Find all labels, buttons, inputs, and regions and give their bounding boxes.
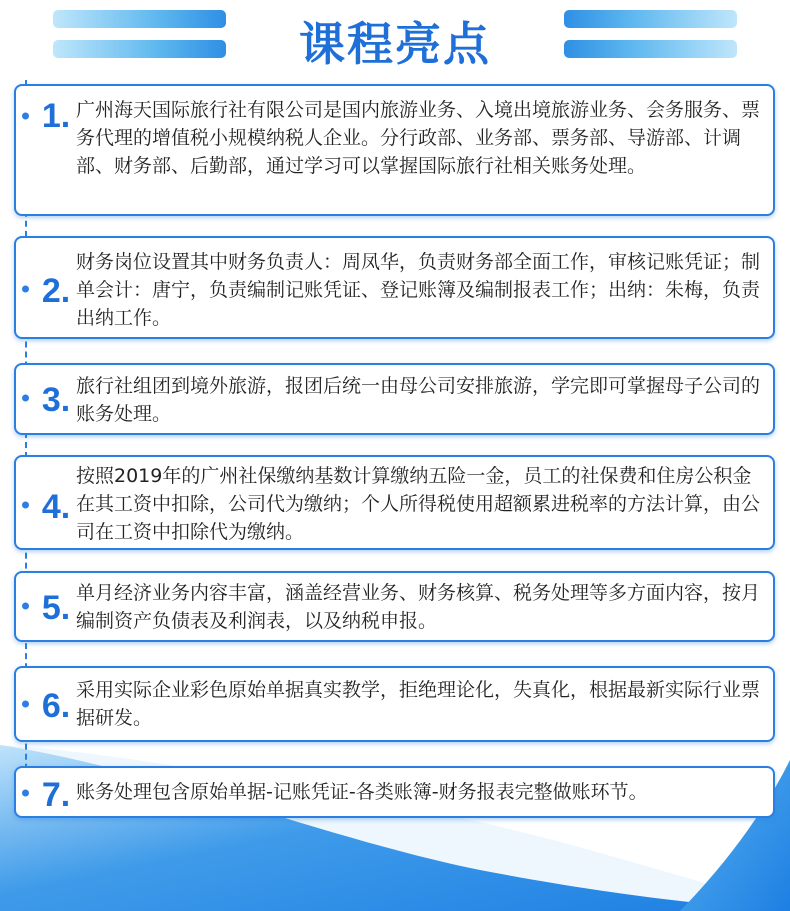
item-text: 单月经济业务内容丰富，涵盖经营业务、财务核算、税务处理等多方面内容，按月编制资产负债表及利润表，以及纳税申报。: [76, 582, 761, 632]
item-number: 3.: [41, 381, 71, 419]
item-number: 5.: [41, 589, 71, 627]
highlight-card-7: [14, 766, 775, 818]
bullet-dot-icon: [22, 603, 29, 610]
highlight-card-6: [14, 666, 775, 742]
bullet-dot-icon: [22, 701, 29, 708]
item-number: 2.: [41, 272, 71, 310]
highlight-card-4: [14, 455, 775, 550]
highlight-card-2: [14, 236, 775, 339]
item-text: 按照2019年的广州社保缴纳基数计算缴纳五险一金，员工的社保费和住房公积金在其工资中扣除，公司代为缴纳；个人所得税使用超额累进税率的方法计算，由公司在工资中扣除代为缴纳。: [76, 465, 761, 543]
bullet-dot-icon: [22, 790, 29, 797]
page-title: 课程亮点: [299, 17, 491, 71]
bullet-dot-icon: [22, 286, 29, 293]
item-number: 7.: [41, 776, 71, 814]
item-text: 旅行社组团到境外旅游，报团后统一由母公司安排旅游，学完即可掌握母子公司的账务处理。: [76, 375, 761, 425]
item-text: 财务岗位设置其中财务负责人：周凤华，负责财务部全面工作，审核记账凭证；制单会计：唐宁，负责编制记账凭证、登记账簿及编制报表工作；出纳：朱梅，负责出纳工作。: [76, 251, 761, 329]
item-number: 1.: [41, 97, 71, 135]
item-text: 采用实际企业彩色原始单据真实教学，拒绝理论化，失真化，根据最新实际行业票据研发。: [76, 679, 761, 729]
bullet-dot-icon: [22, 113, 29, 120]
item-number: 4.: [41, 488, 71, 526]
item-text: 账务处理包含原始单据-记账凭证-各类账簿-财务报表完整做账环节。: [76, 781, 648, 803]
item-text: 广州海天国际旅行社有限公司是国内旅游业务、入境出境旅游业务、会务服务、票务代理的增值税小规模纳税人企业。分行政部、业务部、票务部、导游部、计调部、财务部、后勤部，通过学习可以掌握国际旅行社相关账务处理。: [76, 99, 761, 177]
highlight-card-1: [14, 84, 775, 216]
bullet-dot-icon: [22, 395, 29, 402]
bullet-dot-icon: [22, 502, 29, 509]
highlight-card-5: [14, 571, 775, 642]
highlight-card-3: [14, 363, 775, 435]
item-number: 6.: [41, 687, 71, 725]
